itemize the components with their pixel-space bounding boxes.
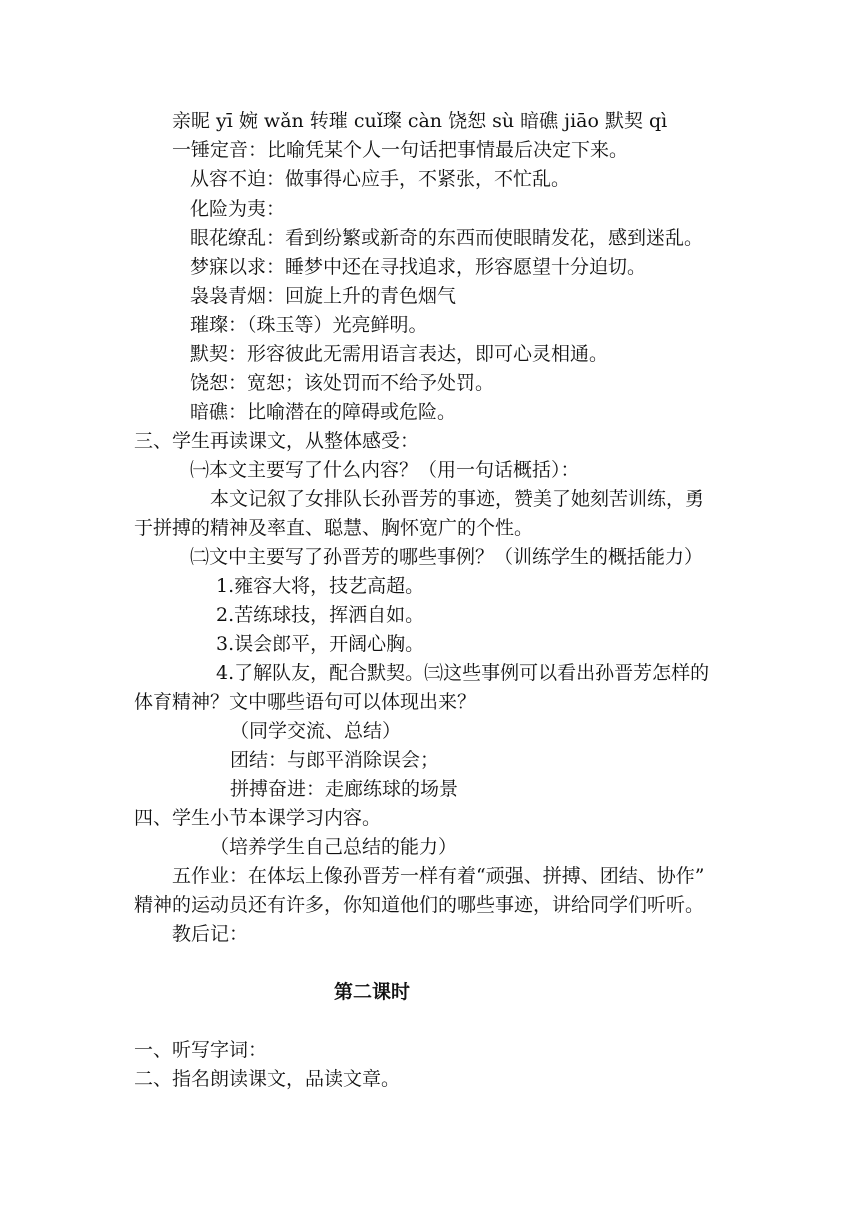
answer-line: 于拼搏的精神及率直、聪慧、胸怀宽广的个性。: [134, 517, 534, 539]
example-item: 1.雍容大将，技艺高超。: [216, 575, 425, 597]
example-item: 4.了解队友，配合默契。㈢这些事例可以看出孙晋芳怎样的: [216, 662, 710, 684]
question-2: ㈡文中主要写了孙晋芳的哪些事例？（训练学生的概括能力）: [190, 546, 704, 568]
example-item: 3.误会郎平，开阔心胸。: [216, 633, 425, 655]
discussion-note: （同学交流、总结）: [230, 720, 402, 742]
afterword-label: 教后记：: [172, 923, 249, 945]
vocab-item: 默契：形容彼此无需用语言表达，即可心灵相通。: [190, 343, 609, 365]
homework-line: 精神的运动员还有许多，你知道他们的哪些事迹，讲给同学们听听。: [134, 894, 705, 916]
question-1: ㈠本文主要写了什么内容？（用一句话概括）：: [190, 459, 580, 481]
lesson-step: 一、听写字词：: [134, 1039, 268, 1061]
example-item: 2.苦练球技，挥洒自如。: [216, 604, 425, 626]
section-heading: 四、学生小节本课学习内容。: [134, 807, 382, 829]
summary-item: 拼搏奋进：走廊练球的场景: [230, 778, 459, 800]
answer-line: 本文记叙了女排队长孙晋芳的事迹，赞美了她刻苦训练，勇: [210, 488, 705, 510]
vocab-item: 眼花缭乱：看到纷繁或新奇的东西而使眼睛发花，感到迷乱。: [190, 227, 704, 249]
homework-line: 五作业：在体坛上像孙晋芳一样有着“顽强、拼搏、团结、协作”: [172, 865, 705, 887]
vocab-item: 暗礁：比喻潜在的障碍或危险。: [190, 401, 457, 423]
lesson-title: 第二课时: [334, 981, 411, 1003]
vocab-item: 化险为夷：: [190, 198, 286, 220]
vocab-item: 璀璨：（珠玉等）光亮鲜明。: [190, 314, 428, 336]
vocab-item: 从容不迫：做事得心应手，不紧张，不忙乱。: [190, 168, 571, 190]
pinyin-line: 亲昵 yī 婉 wǎn 转璀 cuǐ璨 càn 饶恕 sù 暗礁 jiāo 默契 qì: [172, 110, 668, 132]
vocab-item: 饶恕：宽恕；该处罚而不给予处罚。: [190, 372, 495, 394]
question-3-continuation: 体育精神？文中哪些语句可以体现出来？: [134, 691, 477, 713]
lesson-step: 二、指名朗读课文，品读文章。: [134, 1068, 401, 1090]
section-heading: 三、学生再读课文，从整体感受：: [134, 430, 420, 452]
vocab-item: 袅袅青烟：回旋上升的青色烟气: [190, 285, 457, 307]
vocab-item: 梦寐以求：睡梦中还在寻找追求，形容愿望十分迫切。: [190, 256, 647, 278]
summary-item: 团结：与郎平消除误会；: [230, 749, 440, 771]
section-note: （培养学生自己总结的能力）: [210, 836, 458, 858]
vocab-item: 一锤定音：比喻凭某个人一句话把事情最后决定下来。: [172, 139, 629, 161]
